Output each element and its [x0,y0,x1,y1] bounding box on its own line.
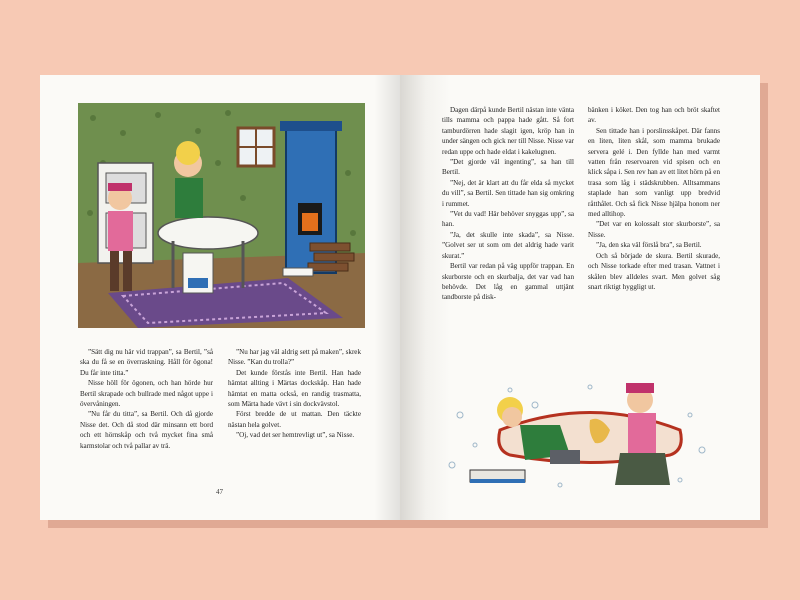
paragraph: ”Sätt dig nu här vid trappan”, sa Bertil, ”så ska du få se en överraskning. Håll för ögona! Du får inte titta.” [80,348,213,377]
open-book [40,75,760,520]
paragraph: ”Nej, det är klart att du får elda så mycket du vill”, sa Bertil. Sen tittade han sig omkring i rummet. [442,178,574,208]
illustration-room-with-stove [78,103,365,328]
right-page [400,75,760,520]
paragraph: ”Nu har jag väl aldrig sett på maken”, skrek Nisse. ”Kan du trolla?” [228,348,361,367]
left-page-column-1 [80,347,213,451]
illustration-scrubbing-floor [440,375,714,503]
right-page-column-1 [442,105,574,303]
left-page [40,75,400,520]
paragraph: ”Vet du vad! Här behöver snyggas upp”, sa han. [442,210,574,229]
paragraph: bänken i köket. Den tog han och bröt skaftet av. [588,106,720,125]
paragraph: Det kunde förstås inte Bertil. Han hade hämtat allting i Märtas dockskåp. Han hade hämtat en matta också, en randig trasmatta, som Märta hade vävt i sin dockvävstol. [228,368,361,409]
paragraph: Först bredde de ut mattan. Den täckte nästan hela golvet. [228,410,361,429]
page-number: 47 [216,488,223,496]
paragraph: Sen tittade han i porslinsskåpet. Där fanns en liten, liten skål, som mamma brukade servera gelé i. Den fyllde han med varmt vatten från reservoaren vid spisen och en klick såpa i. Sen rev han av ett litet hörn på en trasa som låg i städskrubben. Alltsammans staplade han som vanligt upp bredvid råtthålet. Och så fick Nisse hjälpa honom ner med alltihop. [588,126,720,219]
paragraph: Bertil var redan på väg uppför trappan. En skurborste och en skurbalja, det var vad han behövde. Det låg en gammal uttjänt tandborste på disk- [442,262,574,302]
paragraph: ”Oj, vad det ser hemtrevligt ut”, sa Nisse. [236,431,355,440]
right-page-column-2 [588,105,720,292]
paragraph: ”Ja, det skulle inte skada”, sa Nisse. ”Golvet ser ut som om det aldrig hade varit skurat.” [442,230,574,260]
paragraph: Dagen därpå kunde Bertil nästan inte vänta tills mamma och pappa hade gått. Så fort tamburdörren hade slagit igen, kröp han in under sängen och gick ner till Nisse. Nisse var redan uppe och hade eldat i kakelugnen. [442,106,574,156]
paragraph: ”Det var en kolossalt stor skurborste”, sa Nisse. [588,220,720,239]
left-page-column-2 [228,347,361,441]
paragraph: ”Nu får du titta”, sa Bertil. Och då gjorde Nisse det. Och då stod där minsann ett bord och ett hörnskåp och två mycket fina små karmstolar och två pallar av trä. [80,410,213,450]
paragraph: ”Ja, den ska väl förslå bra”, sa Bertil. [596,241,702,250]
paragraph: ”Det gjorde väl ingenting”, sa han till Bertil. [442,158,574,177]
paragraph: Nisse höll för ögonen, och han hörde hur Bertil skrapade och bullrade med något uppe i övervåningen. [80,379,213,409]
paragraph: Och så började de skura. Bertil skurade, och Nisse torkade efter med trasan. Vattnet i skålen blev alldeles svart. Men golvet såg snart riktigt hyggligt ut. [588,251,720,291]
